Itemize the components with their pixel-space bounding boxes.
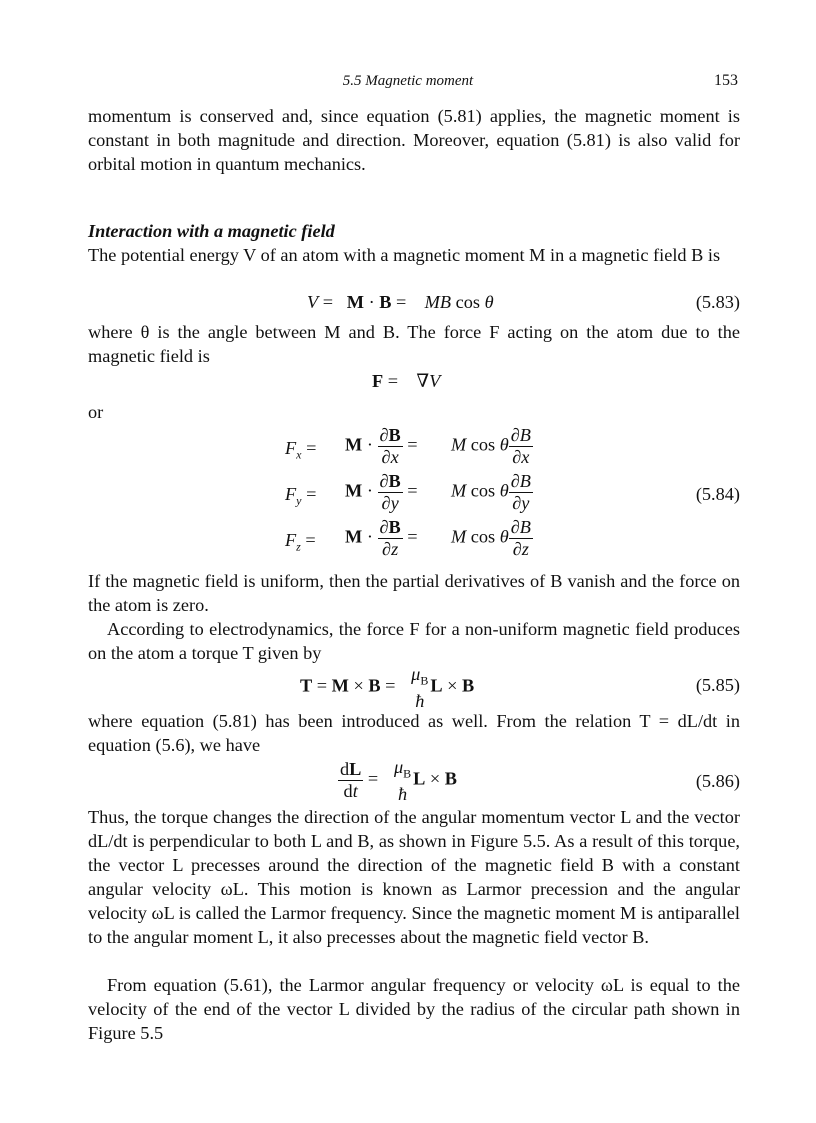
paragraph-potential-energy: The potential energy V of an atom with a magnetic moment M in a magnetic field B is bbox=[88, 245, 721, 265]
paragraph-torque: According to electrodynamics, the force F for a non-uniform magnetic field produces on the atom a torque T given by bbox=[88, 619, 740, 663]
eq-fy-mid: M · $\frac{\partial B}{\partial y}$ = bbox=[345, 471, 418, 513]
running-header: 5.5 Magnetic moment bbox=[342, 73, 474, 89]
equation-5-86: $\frac{dL}{dt}$ = $\mu_B$ ħ L × B bbox=[340, 757, 457, 804]
equation-5-83: V = M · B = MB cos θ bbox=[307, 292, 494, 312]
eq-fx-lhs: $F_x$ = bbox=[285, 438, 317, 462]
eq-fy-rhs: M cos θ $\frac{\partial B}{\partial y}$ bbox=[451, 471, 531, 513]
paragraph-precession: Thus, the torque changes the direction of the angular momentum vector L and the vector dL/dt is perpendicular to both L and B, as shown in Figure 5.5. As a result of this torque, the vector L precesses around the direction of the magnetic field B with a constant angular velocity ωL. This motion is known as Larmor precession and the angular velocity ωL is called the Larmor frequency. Since the magnetic moment M is antiparallel to the angular moment L, it also precesses about the magnetic field vector B. bbox=[88, 807, 740, 947]
equation-number-5-84: (5.84) bbox=[695, 484, 740, 504]
eq-fz-lhs: $F_z$ = bbox=[285, 530, 316, 554]
eq-fz-mid: M · $\frac{\partial B}{\partial z}$ = bbox=[345, 517, 418, 559]
section-heading: Interaction with a magnetic field bbox=[88, 221, 335, 241]
page-number: 153 bbox=[714, 72, 738, 89]
equation-5-85: T = M × B = $\mu_B$ ħ L × B bbox=[300, 664, 475, 711]
paragraph-relation: where equation (5.81) has been introduced as well. From the relation T = dL/dt in equation (5.6), we have bbox=[88, 711, 740, 755]
eq-fz-rhs: M cos θ $\frac{\partial B}{\partial z}$ bbox=[451, 517, 531, 559]
paragraph-intro: momentum is conserved and, since equation (5.81) applies, the magnetic moment is constant in both magnitude and direction. Moreover, equation (5.81) is also valid for orbital motion in quantum mechanics. bbox=[88, 106, 740, 174]
eq-fx-mid: M · $\frac{\partial B}{\partial x}$ = bbox=[345, 425, 418, 467]
paragraph-force: where θ is the angle between M and B. The force F acting on the atom due to the magnetic field is bbox=[88, 322, 740, 366]
equation-number-5-83: (5.83) bbox=[695, 292, 740, 312]
paragraph-larmor-frequency: From equation (5.61), the Larmor angular frequency or velocity ωL is equal to the velocity of the end of the vector L divided by the radius of the circular path shown in Figure 5.5 bbox=[88, 975, 740, 1043]
eq-fx-rhs: M cos θ $\frac{\partial B}{\partial x}$ bbox=[451, 425, 531, 467]
paragraph-uniform-field: If the magnetic field is uniform, then the partial derivatives of B vanish and the force on the atom is zero. bbox=[88, 571, 740, 615]
equation-number-5-85: (5.85) bbox=[695, 675, 740, 695]
equation-force-gradient: F = ∇V bbox=[372, 371, 441, 391]
equation-number-5-86: (5.86) bbox=[695, 771, 740, 791]
text-or: or bbox=[88, 402, 104, 422]
eq-fy-lhs: $F_y$ = bbox=[285, 484, 317, 508]
